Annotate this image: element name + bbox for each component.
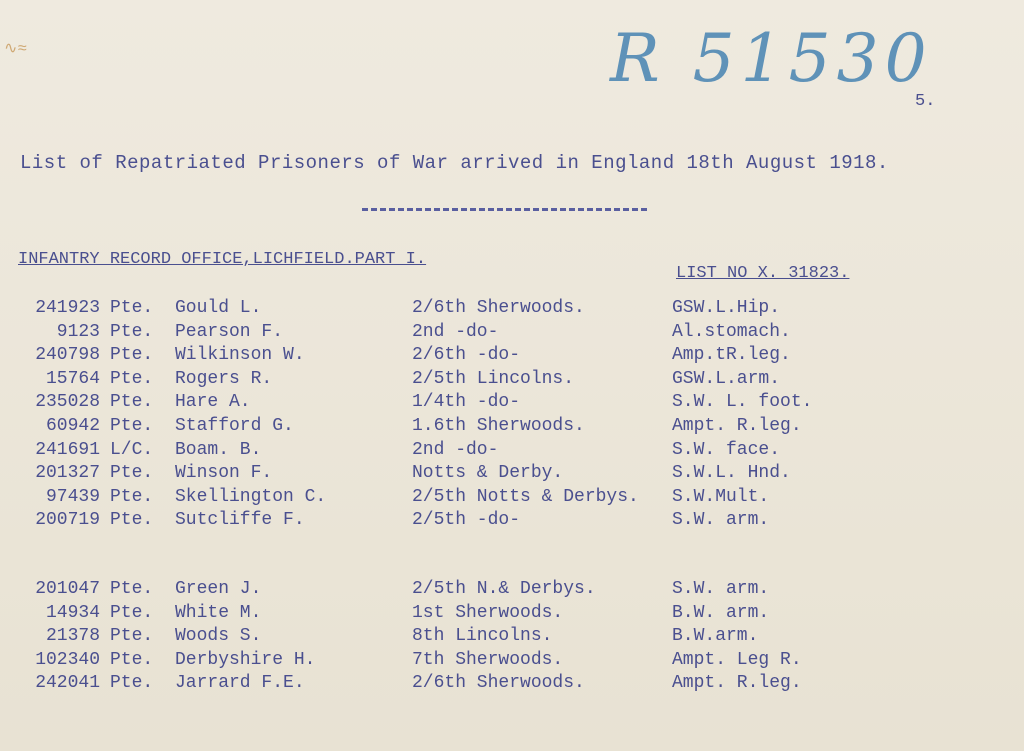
unit-name: 1st Sherwoods. [412, 602, 564, 623]
wound-description: Amp.tR.leg. [672, 345, 791, 366]
wound-description: B.W. arm. [672, 602, 770, 623]
unit-name: 2/5th -do- [412, 510, 521, 531]
soldier-name: Woods S. [175, 626, 262, 647]
rank: Pte. [110, 626, 154, 647]
wound-description: S.W. L. foot. [672, 392, 813, 413]
soldier-name: Winson F. [175, 463, 273, 484]
unit-name: 2nd -do- [412, 321, 499, 342]
rank: Pte. [110, 298, 154, 318]
wound-description: Ampt. R.leg. [672, 673, 802, 694]
ink-stain-mark: ∿≈ [4, 40, 28, 58]
soldier-name: Sutcliffe F. [175, 510, 305, 531]
unit-name: 2/6th Sherwoods. [412, 673, 585, 694]
service-number: 97439 [45, 486, 100, 507]
soldier-name: Stafford G. [175, 416, 294, 436]
handwritten-reference: R 51530 [610, 20, 933, 97]
unit-name: 2/5th Notts & Derbys. [412, 486, 639, 507]
unit-name: 1/4th -do- [412, 392, 521, 413]
soldier-name: Pearson F. [175, 321, 284, 342]
service-number: 201327 [35, 463, 100, 484]
rank: Pte. [110, 673, 154, 694]
rank: Pte. [110, 321, 154, 342]
rank: Pte. [110, 368, 154, 389]
service-number: 9123 [56, 321, 100, 342]
rank: Pte. [110, 649, 154, 670]
wound-description: GSW.L.Hip. [672, 298, 781, 318]
page-number: 5. [915, 92, 936, 111]
rank: Pte. [110, 392, 154, 413]
soldier-name: Boam. B. [175, 439, 262, 460]
wound-description: Al.stomach. [672, 321, 791, 342]
rank: Pte. [110, 463, 154, 484]
service-number: 235028 [35, 392, 100, 413]
soldier-name: Rogers R. [175, 368, 273, 389]
service-number: 14934 [45, 602, 100, 623]
unit-name: 2/6th Sherwoods. [412, 298, 585, 318]
service-number: 241691 [35, 439, 100, 460]
wound-description: S.W. arm. [672, 510, 770, 531]
wound-description: S.W. arm. [672, 579, 770, 599]
rank: Pte. [110, 510, 154, 531]
list-number: LIST NO X. 31823. [676, 264, 850, 283]
wound-description: S.W. face. [672, 439, 781, 460]
unit-name: 2/5th N.& Derbys. [412, 579, 596, 599]
service-number: 241923 [35, 298, 100, 318]
service-number: 60942 [45, 416, 100, 436]
service-number: 102340 [35, 649, 100, 670]
service-number: 201047 [35, 579, 100, 599]
rank: Pte. [110, 486, 154, 507]
unit-name: Notts & Derby. [412, 463, 564, 484]
unit-name: 8th Lincolns. [412, 626, 553, 647]
wound-description: B.W.arm. [672, 626, 759, 647]
rank: Pte. [110, 345, 154, 366]
rank: L/C. [110, 439, 154, 460]
unit-name: 2nd -do- [412, 439, 499, 460]
wound-description: S.W.Mult. [672, 486, 770, 507]
rank: Pte. [110, 602, 154, 623]
unit-name: 7th Sherwoods. [412, 649, 564, 670]
service-number: 200719 [35, 510, 100, 531]
unit-name: 2/6th -do- [412, 345, 521, 366]
soldier-name: Gould L. [175, 298, 262, 318]
service-number: 240798 [35, 345, 100, 366]
unit-name: 2/5th Lincolns. [412, 368, 575, 389]
service-number: 242041 [35, 673, 100, 694]
soldier-name: White M. [175, 602, 262, 623]
section-heading: INFANTRY RECORD OFFICE,LICHFIELD.PART I. [18, 250, 427, 269]
wound-description: S.W.L. Hnd. [672, 463, 791, 484]
service-number: 15764 [45, 368, 100, 389]
wound-description: Ampt. Leg R. [672, 649, 802, 670]
soldier-name: Green J. [175, 579, 262, 599]
wound-description: GSW.L.arm. [672, 368, 781, 389]
soldier-name: Hare A. [175, 392, 251, 413]
unit-name: 1.6th Sherwoods. [412, 416, 585, 436]
soldier-name: Skellington C. [175, 486, 327, 507]
service-number: 21378 [45, 626, 100, 647]
title-underline-rule [362, 208, 647, 211]
soldier-name: Jarrard F.E. [175, 673, 305, 694]
soldier-name: Derbyshire H. [175, 649, 316, 670]
rank: Pte. [110, 579, 154, 599]
soldier-name: Wilkinson W. [175, 345, 305, 366]
rank: Pte. [110, 416, 154, 436]
wound-description: Ampt. R.leg. [672, 416, 802, 436]
document-title: List of Repatriated Prisoners of War arrived in England 18th August 1918. [20, 152, 889, 174]
